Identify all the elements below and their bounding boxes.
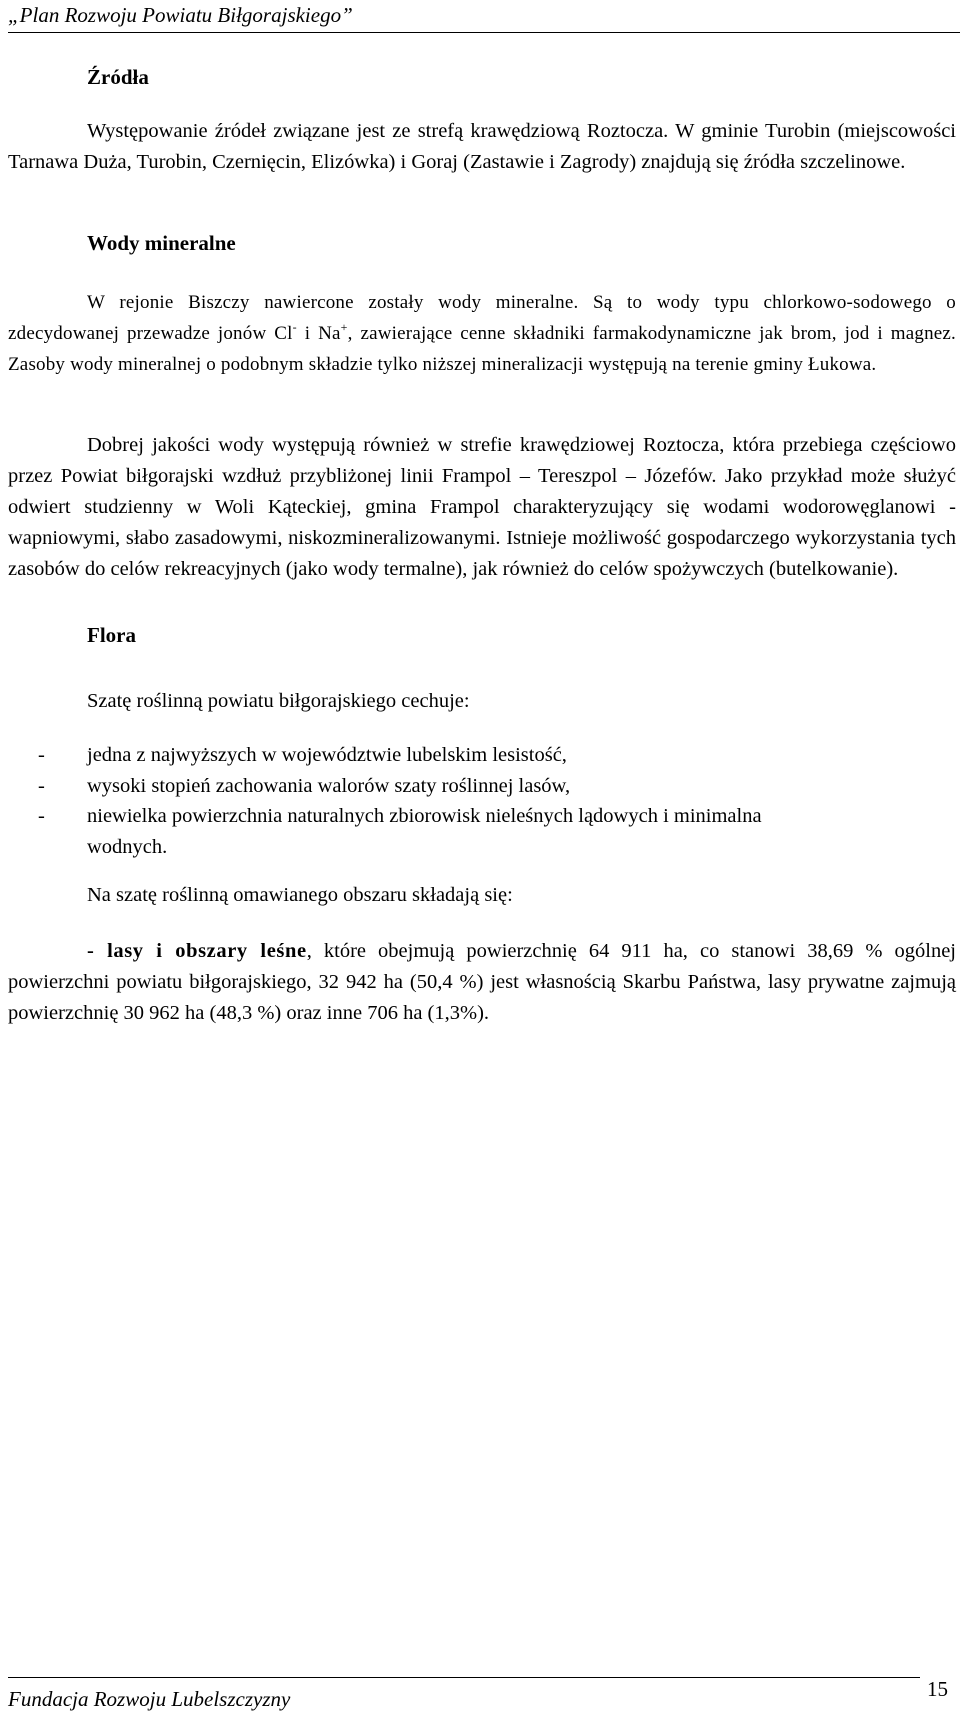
paragraph-zrodla [8, 116, 956, 178]
paragraph-lasy [8, 936, 956, 1029]
list-item-text: jedna z najwyższych w województwie lubelskim lesistość, [87, 744, 567, 766]
wody-p1-start: W rejonie Biszczy nawiercone zostały wody mineralne. Są to wody typu chlorkowo-sodowego o zdecydowanej przewadze jonów Cl [8, 292, 956, 344]
list-dash: - [38, 805, 45, 827]
paragraph-wody-2 [8, 430, 956, 585]
list-item-text: niewielka powierzchnia naturalnych zbiorowisk nieleśnych lądowych i minimalna wodnych. [87, 805, 762, 858]
header-divider [8, 32, 960, 33]
heading-zrodla: Źródła [87, 65, 149, 89]
flora-characteristics-list [8, 740, 956, 862]
chloride-superscript: - [292, 320, 297, 334]
footer-publisher: Fundacja Rozwoju Lubelszczyzny [8, 1687, 291, 1711]
heading-wody-mineralne: Wody mineralne [87, 231, 236, 255]
heading-flora: Flora [87, 623, 136, 647]
list-item [8, 771, 956, 802]
wody-p1-end: , zawierające cenne składniki farmakodynamiczne jak brom, jod i magnez. Zasoby wody mineralnej o podobnym składzie tylko niższej mineralizacji występują na terenie gminy Łukowa. [8, 323, 957, 375]
wody-p2-text: Dobrej jakości wody występują również w strefie krawędziowej Roztocza, która przebiega częściowo przez Powiat biłgorajski wzdłuż przybliżonej linii Frampol – Tereszpol – Józefów. Jako przykład może służyć odwiert studzienny w Woli Kąteckiej, gmina Frampol charakteryzujący się wodami wodorowęglanowi - wapniowymi, słabo zasadowymi, niskozmineralizowanymi. Istnieje możliwość gospodarczego wykorzystania tych zasobów do celów rekreacyjnych (jako wody termalne), jak również do celów spożywczych (butelkowanie). [8, 434, 956, 580]
wody-p1-mid: i Na [296, 323, 341, 344]
lasy-text: , które obejmują powierzchnię 64 911 ha, co stanowi 38,69 % ogólnej powierzchni powiatu biłgorajskiego, 32 942 ha (50,4 %) jest własnością Skarbu Państwa, lasy prywatne zajmują powierzchnię 30 962 ha (48,3 %) oraz inne 706 ha (1,3%). [8, 940, 956, 1024]
list-item [8, 801, 956, 862]
list-item-text: wysoki stopień zachowania walorów szaty roślinnej lasów, [87, 774, 571, 797]
paragraph-zrodla-text: Występowanie źródeł związane jest ze strefą krawędziową Roztocza. W gminie Turobin (miejscowości Tarnawa Duża, Turobin, Czernięcin, Elizówka) i Goraj (Zastawie i Zagrody) znajdują się źródła szczelinowe. [8, 120, 956, 173]
list-dash: - [38, 744, 45, 766]
lasy-term: - lasy i obszary leśne [87, 940, 307, 962]
flora-intro-2: Na szatę roślinną omawianego obszaru składają się: [87, 884, 513, 906]
paragraph-wody-1 [8, 287, 956, 380]
sodium-superscript: + [340, 320, 348, 334]
footer-divider [8, 1677, 920, 1678]
page-header-title: „Plan Rozwoju Powiatu Biłgorajskiego” [8, 3, 353, 27]
list-dash: - [38, 774, 45, 797]
list-item [8, 740, 956, 771]
flora-intro: Szatę roślinną powiatu biłgorajskiego cechuje: [87, 690, 470, 712]
page-number: 15 [927, 1677, 948, 1701]
